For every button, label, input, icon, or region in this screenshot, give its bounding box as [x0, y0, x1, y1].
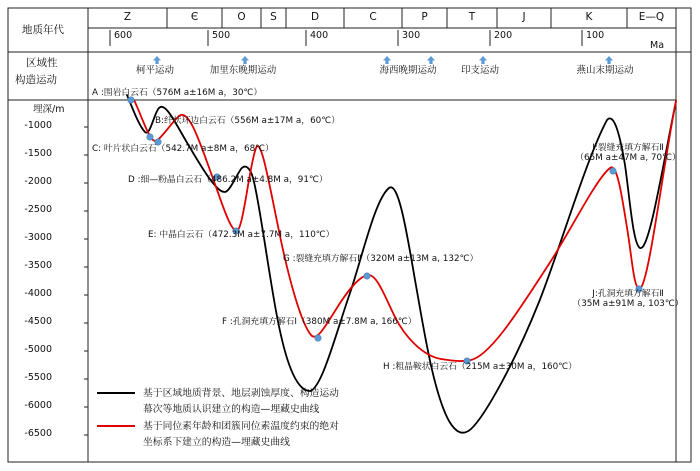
- sample-label-A: A :围岩白云石（576M a±16M a，30℃）: [92, 88, 263, 98]
- y-tick--6500: -6500: [24, 428, 52, 439]
- y-axis-label: 埋深/m: [33, 104, 65, 115]
- period-cell-S: S: [270, 11, 277, 23]
- y-tick--2500: -2500: [24, 204, 52, 215]
- sample-label-F: F :孔洞充填方解石Ⅰ（380M a±7.8M a, 166℃）: [222, 317, 417, 327]
- black-line-swatch: [97, 392, 135, 394]
- x-tick-300: 300: [402, 30, 421, 41]
- legend-red-text: 基于同位素年龄和团簇同位素温度约束的绝对 坐标系下建立的构造—埋藏史曲线: [143, 421, 339, 448]
- legend-item-red: [95, 419, 413, 451]
- tectonic-arrow-icon: [241, 56, 249, 64]
- sample-label-I: I:裂缝充填方解石Ⅱ （65M a±47M a, 70℃）: [575, 143, 681, 163]
- movement-label-海西晚期运动: 海西晚期运动: [379, 65, 437, 76]
- movement-label-加里东晚期运动: 加里东晚期运动: [209, 65, 277, 76]
- movement-label-印支运动: 印支运动: [460, 65, 500, 76]
- x-tick-200: 200: [494, 30, 513, 41]
- y-tick--4000: -4000: [24, 288, 52, 299]
- period-cell-C: C: [369, 11, 377, 23]
- red-line-swatch: [97, 425, 135, 427]
- y-tick--3500: -3500: [24, 260, 52, 271]
- movement-label-燕山末期运动: 燕山末期运动: [576, 65, 634, 76]
- x-tick-600: 600: [114, 30, 133, 41]
- legend-black-text: 基于区域地质背景、地层剥蚀厚度、构造运动 幕次等地质认识建立的构造—埋藏史曲线: [143, 388, 339, 415]
- period-cell-D: D: [310, 11, 320, 23]
- y-tick--5000: -5000: [24, 344, 52, 355]
- y-tick--4500: -4500: [24, 316, 52, 327]
- x-tick-100: 100: [586, 30, 605, 41]
- sample-dot-F: [315, 335, 321, 341]
- tectonic-arrow-icon: [427, 56, 435, 64]
- y-tick--2000: -2000: [24, 176, 52, 187]
- period-cell-K: K: [585, 11, 593, 23]
- sample-label-B: B:纤状环边白云石（556M a±17M a，60℃）: [155, 116, 340, 126]
- period-cell-Є: Є: [190, 11, 199, 23]
- sample-label-C: C: 叶片状白云石（542.7M a±8M a，68℃）: [92, 144, 274, 154]
- sample-label-H: H :粗晶鞍状白云石（215M a±30M a，160℃）: [383, 362, 577, 372]
- region-row-label-2: 构造运动: [15, 74, 57, 86]
- y-tick--1500: -1500: [24, 148, 52, 159]
- tectonic-arrows: [153, 56, 613, 64]
- movement-label-柯平运动: 柯平运动: [135, 65, 175, 76]
- period-cell-Z: Z: [123, 11, 132, 23]
- sample-dot-I: [610, 168, 616, 174]
- y-tick--5500: -5500: [24, 372, 52, 383]
- y-tick--3000: -3000: [24, 232, 52, 243]
- legend-item-black: [95, 386, 413, 418]
- region-row-label-1: 区域性: [26, 57, 58, 69]
- period-cell-O: O: [237, 11, 246, 23]
- tectonic-arrow-icon: [605, 56, 613, 64]
- sample-dot-G: [364, 273, 370, 279]
- era-row-label: 地质年代: [22, 24, 64, 36]
- period-cell-P: P: [421, 11, 428, 23]
- tectonic-arrow-icon: [383, 56, 391, 64]
- y-tick--1000: -1000: [24, 120, 52, 131]
- x-tick-500: 500: [212, 30, 231, 41]
- sample-label-J: J:孔洞充填方解石Ⅱ （35M a±91M a, 103℃）: [572, 289, 684, 309]
- y-tick--6000: -6000: [24, 400, 52, 411]
- tectonic-arrow-icon: [479, 56, 487, 64]
- sample-label-G: G :裂缝充填方解石Ⅱ（320M a±13M a, 132℃）: [283, 254, 479, 264]
- sample-label-E: E: 中晶白云石（472.3M a±7.7M a，110℃）: [148, 230, 335, 240]
- legend: [95, 386, 413, 452]
- ma-unit-label: Ma: [650, 40, 665, 51]
- sample-label-D: D :细—粉晶白云石（486.2M a±4.8M a，91℃）: [128, 175, 328, 185]
- period-cell-E—Q: E—Q: [638, 11, 665, 23]
- x-tick-400: 400: [310, 30, 329, 41]
- period-cell-T: T: [468, 11, 476, 23]
- period-cell-J: J: [522, 11, 526, 23]
- sample-dot-B: [147, 134, 153, 140]
- tectonic-arrow-icon: [153, 56, 161, 64]
